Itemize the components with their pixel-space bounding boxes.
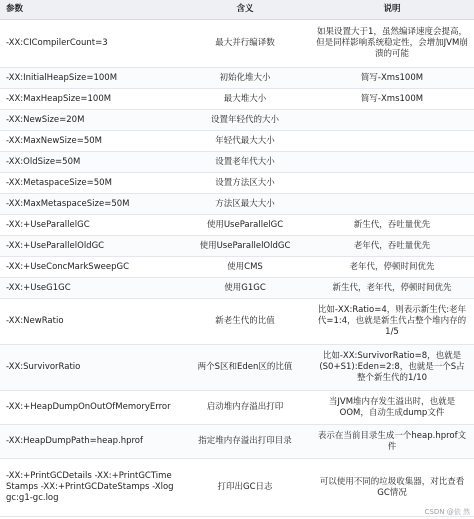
table-row (0, 68, 474, 89)
param-cell: -XX:MaxMetaspaceSize=50M (0, 194, 180, 215)
note-cell: 老年代，吞吐量优先 (310, 236, 474, 257)
table-row (0, 89, 474, 110)
table-row (0, 345, 474, 391)
note-cell: 简写-Xms100M (310, 89, 474, 110)
table-row (0, 257, 474, 278)
param-cell: -XX:HeapDumpPath=heap.hprof (0, 425, 180, 459)
table-row (0, 299, 474, 345)
table-row (0, 425, 474, 459)
header-note: 说明 (310, 0, 474, 20)
meaning-cell: 使用UseParallelOldGC (180, 236, 310, 257)
note-cell: 新生代，吞吐量优先 (310, 215, 474, 236)
note-cell: 表示在当前目录生成一个heap.hprof文件 (310, 425, 474, 459)
meaning-cell: 使用G1GC (180, 278, 310, 299)
table-header (0, 0, 474, 20)
note-cell (310, 131, 474, 152)
param-cell: -XX:NewRatio (0, 299, 180, 345)
table-row (0, 194, 474, 215)
meaning-cell: 使用CMS (180, 257, 310, 278)
meaning-cell: 新老生代的比值 (180, 299, 310, 345)
note-cell (310, 110, 474, 131)
meaning-cell: 启动堆内存溢出打印 (180, 391, 310, 425)
meaning-cell: 年轻代最大大小 (180, 131, 310, 152)
param-cell: -XX:+UseParallelOldGC (0, 236, 180, 257)
meaning-cell: 设置方法区大小 (180, 173, 310, 194)
param-cell: -XX:SurvivorRatio (0, 345, 180, 391)
param-cell: -XX:CICompilerCount=3 (0, 20, 180, 68)
meaning-cell: 设置老年代大小 (180, 152, 310, 173)
meaning-cell: 打印出GC日志 (180, 459, 310, 517)
param-cell: -XX:OldSize=50M (0, 152, 180, 173)
table-row (0, 110, 474, 131)
note-cell (310, 152, 474, 173)
param-cell: -XX:+UseConcMarkSweepGC (0, 257, 180, 278)
note-cell (310, 173, 474, 194)
table-row (0, 278, 474, 299)
table-row (0, 391, 474, 425)
header-meaning: 含义 (180, 0, 310, 20)
param-cell: -XX:NewSize=20M (0, 110, 180, 131)
param-cell: -XX:+HeapDumpOnOutOfMemoryError (0, 391, 180, 425)
note-cell: 当JVM堆内存发生溢出时，也就是OOM，自动生成dump文件 (310, 391, 474, 425)
note-cell: 老年代，停顿时间优先 (310, 257, 474, 278)
param-cell: -XX:+PrintGCDetails -XX:+PrintGCTimeStamps -XX:+PrintGCDateStamps -Xloggc:g1-gc.log (0, 459, 180, 517)
note-cell: 新生代，老年代，停顿时间优先 (310, 278, 474, 299)
note-cell: 可以使用不同的垃圾收集器，对比查看GC情况 (310, 459, 474, 517)
meaning-cell: 两个S区和Eden区的比值 (180, 345, 310, 391)
table-row (0, 215, 474, 236)
param-cell: -XX:MaxHeapSize=100M (0, 89, 180, 110)
table-row (0, 236, 474, 257)
param-cell: -XX:+UseG1GC (0, 278, 180, 299)
table-row (0, 152, 474, 173)
param-cell: -XX:InitialHeapSize=100M (0, 68, 180, 89)
header-row (0, 0, 474, 20)
note-cell: 如果设置大于1，虽然编译速度会提高，但是同样影响系统稳定性，会增加JVM崩溃的可能 (310, 20, 474, 68)
meaning-cell: 设置年轻代的大小 (180, 110, 310, 131)
meaning-cell: 初始化堆大小 (180, 68, 310, 89)
table-row (0, 131, 474, 152)
meaning-cell: 方法区最大大小 (180, 194, 310, 215)
meaning-cell: 最大并行编译数 (180, 20, 310, 68)
table-body (0, 20, 474, 517)
table-row (0, 459, 474, 517)
table-row (0, 20, 474, 68)
meaning-cell: 使用UseParallelGC (180, 215, 310, 236)
header-param: 参数 (0, 0, 180, 20)
note-cell: 简写-Xms100M (310, 68, 474, 89)
note-cell: 比如-XX:Ratio=4，则表示新生代:老年代=1:4，也就是新生代占整个堆内存的1/5 (310, 299, 474, 345)
meaning-cell: 指定堆内存溢出打印目录 (180, 425, 310, 459)
watermark: CSDN @依 然 (424, 508, 470, 516)
note-cell (310, 194, 474, 215)
param-cell: -XX:MaxNewSize=50M (0, 131, 180, 152)
param-cell: -XX:+UseParallelGC (0, 215, 180, 236)
table-row (0, 173, 474, 194)
note-cell: 比如-XX:SurvivorRatio=8，也就是(S0+S1):Eden=2:8，也就是一个S占整个新生代的1/10 (310, 345, 474, 391)
meaning-cell: 最大堆大小 (180, 89, 310, 110)
param-cell: -XX:MetaspaceSize=50M (0, 173, 180, 194)
